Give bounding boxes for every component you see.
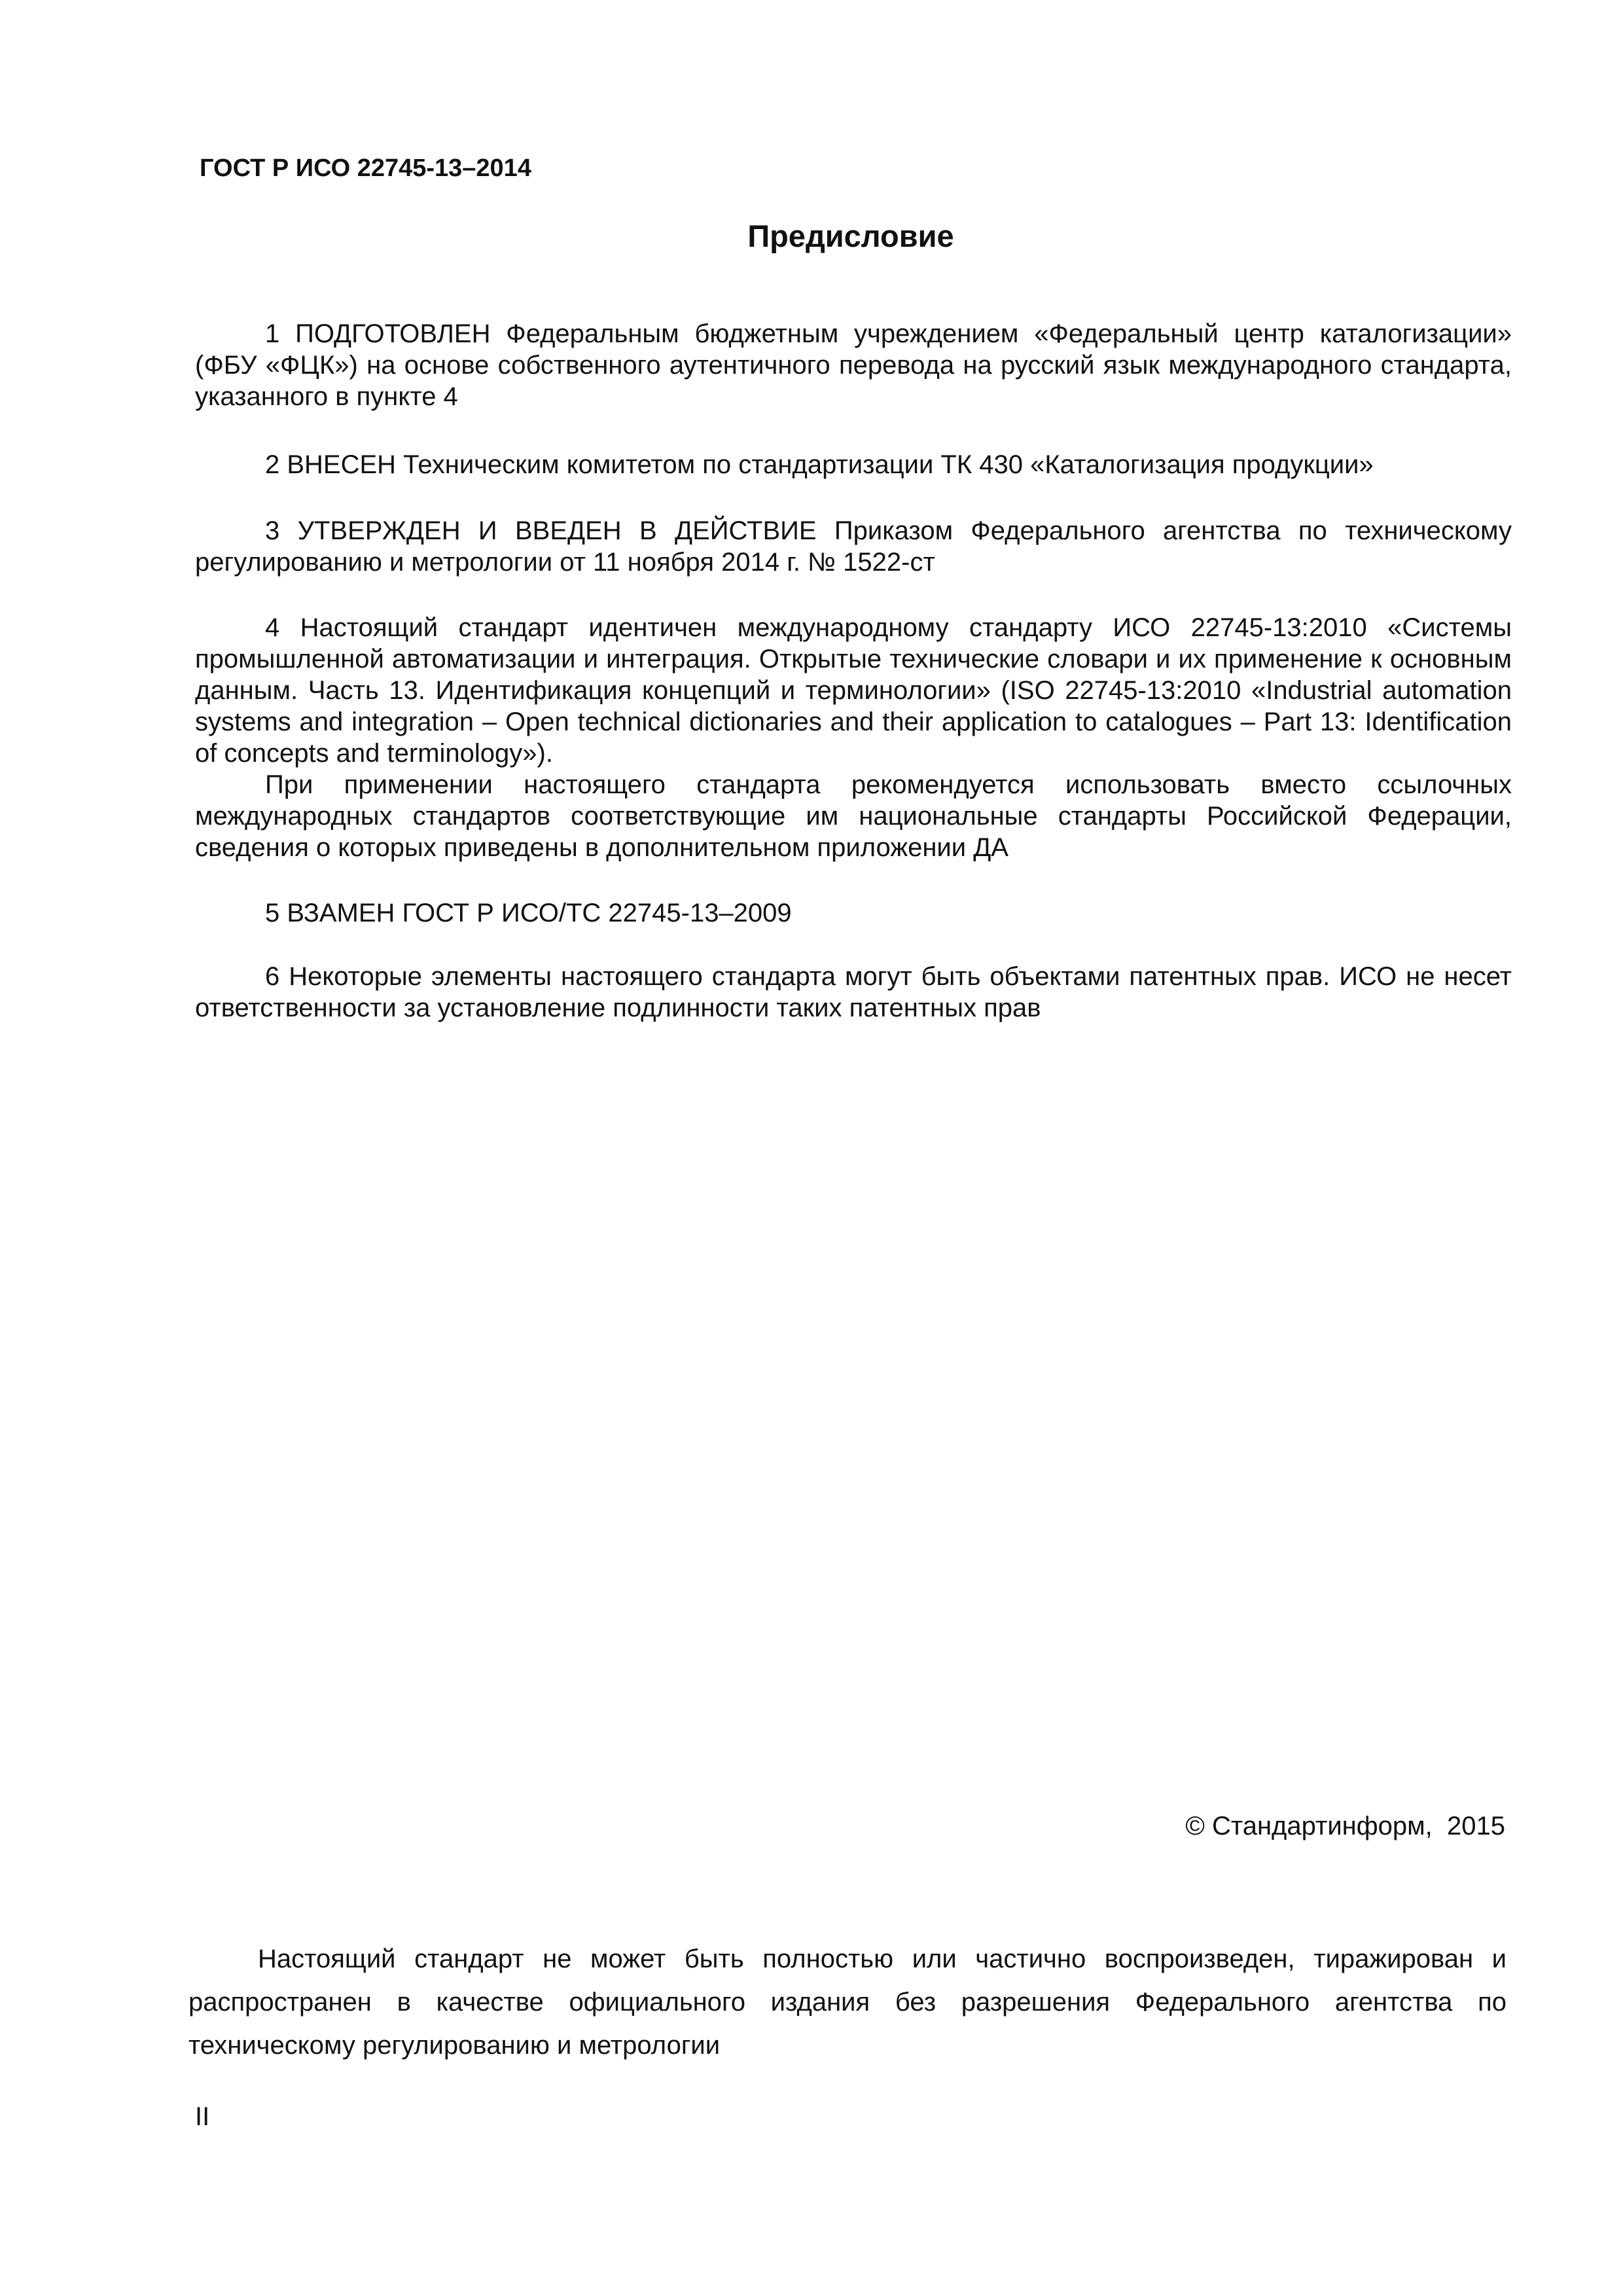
paragraph-6: 6 Некоторые элементы настоящего стандарта могут быть объектами патентных прав. ИСО не несет ответственности за установление подлинности таких патентных прав bbox=[195, 962, 1512, 1022]
page-number: II bbox=[195, 2102, 210, 2131]
paragraph-1: 1 ПОДГОТОВЛЕН Федеральным бюджетным учреждением «Федеральный центр каталогизации» (ФБУ «ФЦК») на основе собственного аутентичного перевода на русский язык международного стандарта, указанного в пункте 4 bbox=[195, 319, 1512, 411]
paragraph-4: 4 Настоящий стандарт идентичен международному стандарту ИСО 22745-13:2010 «Системы промышленной автоматизации и интеграция. Открытые технические словари и их применение к основным данным. Часть 13. Идентификация концепций и терминологии» (ISO 22745-13:2010 «Industrial automation systems and integration – Open technical dictionaries and their application to catalogues – Part 13: Identification of concepts and terminology»). bbox=[195, 613, 1512, 768]
paragraph-4-continuation: При применении настоящего стандарта рекомендуется использовать вместо ссылочных международных стандартов соответствующие им национальные стандарты Российской Федерации, сведения о которых приведены в дополнительном приложении ДА bbox=[195, 770, 1512, 862]
document-header: ГОСТ Р ИСО 22745-13–2014 bbox=[200, 154, 531, 182]
copyright-line: © Стандартинформ, 2015 bbox=[1185, 1812, 1505, 1840]
paragraph-5: 5 ВЗАМЕН ГОСТ Р ИСО/ТС 22745-13–2009 bbox=[265, 899, 792, 927]
paragraph-2: 2 ВНЕСЕН Техническим комитетом по стандартизации ТК 430 «Каталогизация продукции» bbox=[265, 450, 1374, 479]
paragraph-3: 3 УТВЕРЖДЕН И ВВЕДЕН В ДЕЙСТВИЕ Приказом Федерального агентства по техническому регулированию и метрологии от 11 ноября 2014 г. № 1522-ст bbox=[195, 516, 1512, 577]
page-title: Предисловие bbox=[747, 219, 954, 253]
reproduction-notice: Настоящий стандарт не может быть полностью или частично воспроизведен, тиражирован и распространен в качестве официального издания без разрешения Федерального агентства по техническому регулированию и метрологии bbox=[188, 1945, 1507, 2060]
